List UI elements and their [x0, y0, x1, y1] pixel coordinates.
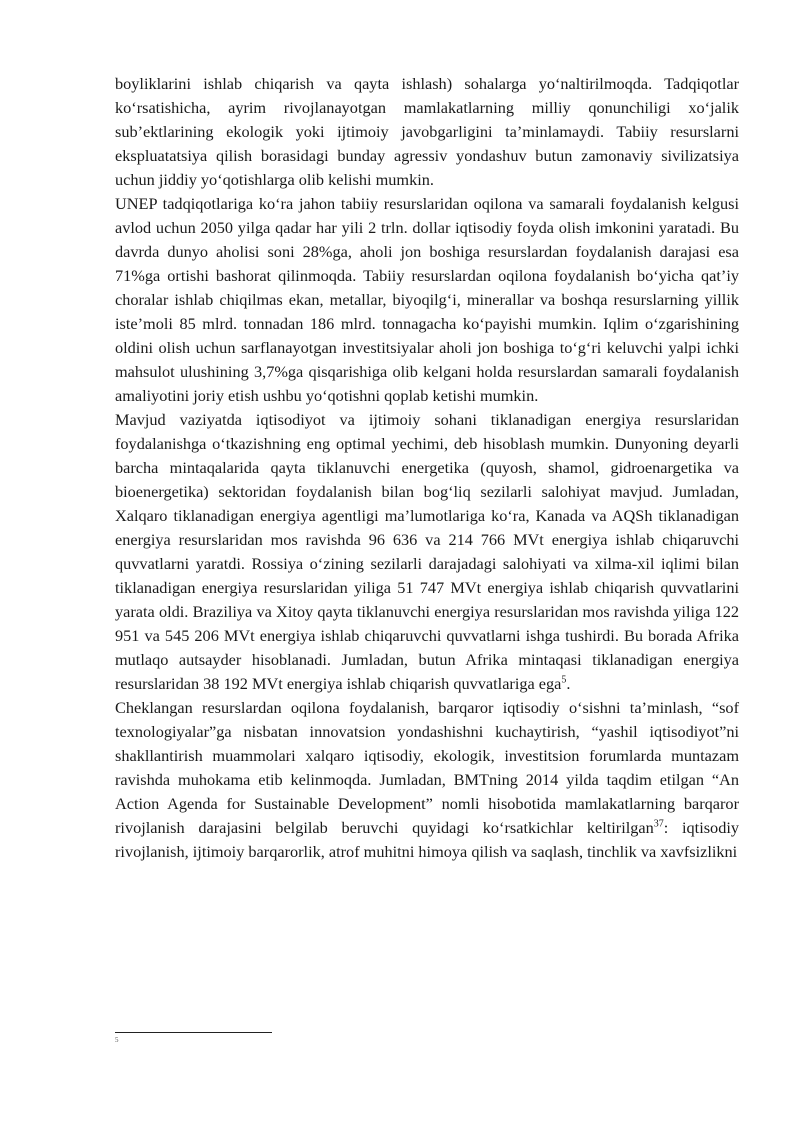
- footnote-reference[interactable]: 37: [653, 818, 664, 830]
- paragraph-3: [115, 408, 739, 696]
- paragraph-text: Cheklangan resurslardan oqilona foydalanish, barqaror iqtisodiy o‘sishni ta’minlash, “sof texnologiyalar”ga nisbatan innovatsion yondashishni kuchaytirish, “yashil iqtisodiyot”ni shakllantirish muammolari xalqaro iqtisodiy, ekologik, investitsion forumlarda muntazam ravishda muhokama etib kelinmoqda. Jumladan, BMTning 2014 yilda taqdim etilgan “An Action Agenda for Sustainable Development” nomli hisobotida mamlakatlarning barqaror rivojlanish darajasini belgilab beruvchi quyidagi ko‘rsatkichlar keltirilgan: [115, 698, 739, 837]
- body-text: [115, 72, 739, 864]
- footnote-separator: [115, 1032, 272, 1033]
- paragraph-text-tail: : iqtisodiy rivojlanish, ijtimoiy barqarorlik, atrof muhitni himoya qilish va saqlash, tinchlik va xavfsizlikni: [115, 818, 740, 861]
- footnote-marker: 5: [115, 1036, 119, 1044]
- paragraph-1: [115, 72, 739, 192]
- footnote-reference[interactable]: 5: [561, 674, 567, 686]
- paragraph-text: UNEP tadqiqotlariga ko‘ra jahon tabiiy resurslaridan oqilona va samarali foydalanish kelgusi avlod uchun 2050 yilga qadar har yili 2 trln. dollar iqtisodiy foyda olish imkonini yaratadi. Bu davrda dunyo aholisi soni 28%ga, aholi jon boshiga resurslardan foydalanish darajasi esa 71%ga ortishi bashorat qilinmoqda. Tabiiy resurslardan oqilona foydalanish bo‘yicha qat’iy choralar ishlab chiqilmas ekan, metallar, biyoqilg‘i, minerallar va boshqa resurslarning yillik iste’moli 85 mlrd. tonnadan 186 mlrd. tonnagacha ko‘payishi mumkin. Iqlim o‘zgarishining oldini olish uchun sarflanayotgan investitsiyalar aholi jon boshiga to‘g‘ri keluvchi yalpi ichki mahsulot ulushining 3,7%ga qisqarishiga olib kelgani holda resurslardan samarali foydalanish amaliyotini joriy etish ushbu yo‘qotishni qoplab ketishi mumkin.: [115, 194, 739, 405]
- paragraph-4: [115, 696, 739, 864]
- paragraph-2: [115, 192, 739, 408]
- paragraph-text: boyliklarini ishlab chiqarish va qayta ishlash) sohalarga yo‘naltirilmoqda. Tadqiqotlar ko‘rsatishicha, ayrim rivojlanayotgan mamlakatlarning milliy qonunchiligi xo‘jalik sub’ektlarining ekologik yoki ijtimoiy javobgarligini ta’minlamaydi. Tabiiy resurslarni ekspluatatsiya qilish borasidagi bunday agressiv yondashuv butun zamonaviy sivilizatsiya uchun jiddiy yo‘qotishlarga olib kelishi mumkin.: [115, 74, 739, 189]
- paragraph-text-tail: .: [566, 674, 571, 693]
- paragraph-text: Mavjud vaziyatda iqtisodiyot va ijtimoiy sohani tiklanadigan energiya resurslaridan foydalanishga o‘tkazishning eng optimal yechimi, deb hisoblash mumkin. Dunyoning deyarli barcha mintaqalarida qayta tiklanuvchi energetika (quyosh, shamol, gidroenargetika va bioenergetika) sektoridan foydalanish bilan bog‘liq sezilarli salohiyat mavjud. Jumladan, Xalqaro tiklanadigan energiya agentligi ma’lumotlariga ko‘ra, Kanada va AQSh tiklanadigan energiya resurslaridan mos ravishda 96 636 va 214 766 MVt energiya ishlab chiqaruvchi quvvatlarni yaratdi. Rossiya o‘zining sezilarli darajadagi salohiyati va xilma-xil iqlimi bilan tiklanadigan energiya resurslaridan yiliga 51 747 MVt energiya ishlab chiqarish quvvatlarini yarata oldi. Braziliya va Xitoy qayta tiklanuvchi energiya resurslaridan mos ravishda yiliga 122 951 va 545 206 MVt energiya ishlab chiqaruvchi quvvatlarni ishga tushirdi. Bu borada Afrika mutlaqo autsayder hisoblanadi. Jumladan, butun Afrika mintaqasi tiklanadigan energiya resurslaridan 38 192 MVt energiya ishlab chiqarish quvvatlariga ega: [115, 410, 739, 693]
